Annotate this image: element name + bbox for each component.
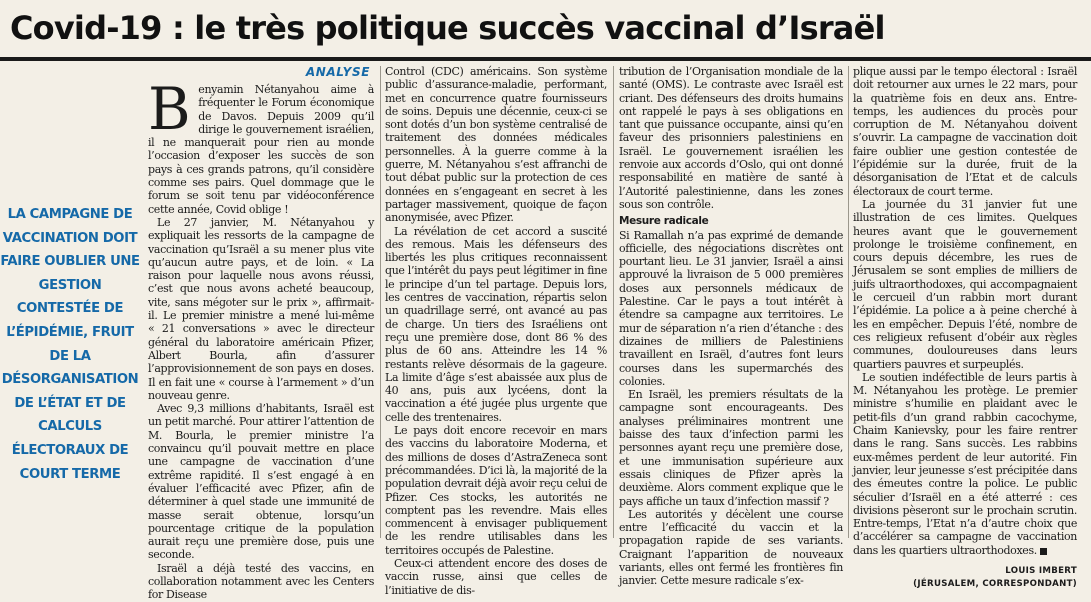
paragraph: Control (CDC) américains. Son système public d’assurance-maladie, performant, met en concurrence quatre fournisseurs de soins. Depuis une décennie, ceux-ci se sont dotés d’un bon système centralisé de traitement des données médicales personnelles. À la guerre comme à la guerre, M. Nétanyahou s’est affranchi de tout débat public sur la protection de ces données en s’engageant en secret à les partager massivement, quoique de façon anonymisée, avec Pfizer. xyxy=(385,65,607,225)
column-divider xyxy=(613,66,614,538)
author-location: (JÉRUSALEM, CORRESPONDANT) xyxy=(913,579,1077,590)
headline: Covid-19 : le très politique succès vaccinal d’Israël xyxy=(10,9,885,47)
rubric-label: ANALYSE xyxy=(305,65,370,79)
paragraph: Le 27 janvier, M. Nétanyahou y expliquait les ressorts de la campagne de vaccination qu’Israël a su mener plus vite qu’aucun autre pays, et de loin. « La raison pour laquelle nous avons réussi, c’est que nous avons acheté beaucoup, vite, sans mégoter sur le prix », affirmait-il. Le premier ministre a mené lui-même « 21 conversations » avec le directeur général du laboratoire américain Pfizer, Albert Bourla, afin d’assurer l’approvisionnement de son pays en doses. Il en fait une « course à l’armement » d’un nouveau genre. xyxy=(148,215,374,402)
paragraph: Avec 9,3 millions d’habitants, Israël est un petit marché. Pour attirer l’attention de M. Bourla, le premier ministre l’a convaincu qu’il pouvait mettre en place une campagne de vaccination d’une extrême rapidité. Il s’est engagé à en évaluer l’efficacité avec Pfizer, afin de déterminer à quel stade une immunité de masse serait obtenue, lorsqu’un pourcentage critique de la population aurait reçu une première dose, puis une seconde. xyxy=(148,402,374,562)
paragraph: Ceux-ci attendent encore des doses de vaccin russe, ainsi que celles de l’initiative de dis- xyxy=(385,556,607,597)
paragraph xyxy=(853,371,1077,557)
paragraph: Israël a déjà testé des vaccins, en collaboration notamment avec les Centers for Disease xyxy=(148,561,374,602)
column-divider xyxy=(380,66,381,538)
paragraph: tribution de l’Organisation mondiale de la santé (OMS). Le contraste avec Israël est criant. Des défenseurs des droits humains ont rappelé le pays à ses obligations en tant que puissance occupante, ainsi qu’en faveur des prisonniers palestiniens en Israël. Le gouvernement israélien les renvoie aux accords d’Oslo, qui ont donné responsabilité en matière de santé à l’Autorité palestinienne, dans les zones sous son contrôle. xyxy=(619,65,843,211)
paragraph: En Israël, les premiers résultats de la campagne sont encourageants. Des analyses préliminaires montrent une baisse des taux d’infection parmi les personnes ayant reçu une première dose, et une immunisation supérieure aux essais cliniques de Pfizer après la deuxième. Alors comment explique que le pays affiche un taux d’infection massif ? xyxy=(619,388,843,508)
column-divider xyxy=(848,66,849,538)
paragraph: La révélation de cet accord a suscité des remous. Mais les défenseurs des libertés les plus critiques reconnaissent que l’intérêt du pays peut légitimer in fine le principe d’un tel partage. Depuis lors, les centres de vaccination, répartis selon un quadrillage serré, ont avancé au pas de charge. Un tiers des Israéliens ont reçu une première dose, dont 86 % des plus de 60 ans. Atteindre les 14 % restants relève désormais de la gageure. La limite d’âge s’est abaissée aux plus de 40 ans, puis aux lycéens, dont la vaccination a été jugée plus urgente que celle des trentenaires. xyxy=(385,224,607,424)
headline-rule xyxy=(0,57,1091,61)
lead-paragraph xyxy=(148,75,374,216)
paragraph-text: Le soutien indéfectible de leurs partis à M. Nétanyahou les protège. Le premier ministre s’humilie en plaidant avec le petit-fils d’un grand rabbin cacochyme, Chaim Kanievsky, pour les faire rentrer dans le rang. Sans succès. Les rabbins eux-mêmes perdent de leur autorité. Fin janvier, leur jeunesse s’est précipitée dans des émeutes contre la police. Le public séculier d’Israël en a été atterré : ces divisions pèseront sur le prochain scrutin. Entre-temps, l’Etat n’a d’autre choix que d’accélérer sa campagne de vaccination dans les quartiers ultraorthodoxes. xyxy=(853,370,1077,557)
paragraph: Si Ramallah n’a pas exprimé de demande officielle, des négociations discrètes ont pourtant lieu. Le 31 janvier, Israël a ainsi approuvé la livraison de 5 000 premières doses aux personnels médicaux de Palestine. Car le pays a tout intérêt à étendre sa campagne aux territoires. Le mur de séparation n’a rien d’étanche : des dizaines de milliers de Palestiniens travaillent en Israël, d’autres font leurs courses dans les supermarchés des colonies. xyxy=(619,228,843,388)
paragraph: La journée du 31 janvier fut une illustration de ces limites. Quelques heures avant que le gouvernement prolonge le troisième confinement, en cours depuis décembre, les rues de Jérusalem se sont emplies de milliers de juifs ultraorthodoxes, qui accompagnaient le cercueil d’un rabbin mort durant l’épidémie. La police a à peine cherché à les en empêcher. Depuis l’été, nombre de ces religieux refusent d’obéir aux règles communes, douloureuses dans leurs quartiers pauvres et surpeuplés. xyxy=(853,197,1077,371)
paragraph: Les autorités y décèlent une course entre l’efficacité du vaccin et la propagation rapide de ses variants. Craignant l’apparition de nouveaux variants, elles ont fermé les frontières fin janvier. Cette mesure radicale s’ex- xyxy=(619,507,843,588)
article-column-2 xyxy=(385,65,608,597)
end-of-article-square-icon xyxy=(1040,548,1047,555)
article-column-3 xyxy=(619,65,843,588)
paragraph-text: enyamin Nétanyahou aime à fréquenter le Forum économique de Davos. Depuis 2009 qu’il dirige le gouvernement israélien, il ne manquerait pour rien au monde l’occasion d’exposer les succès de son pays à ces grands patrons, qu’il considère comme ses pairs. Quel dommage que le forum se soit tenu par vidéoconférence cette année, Covid oblige ! xyxy=(148,83,374,216)
paragraph: plique aussi par le tempo électoral : Israël doit retourner aux urnes le 22 mars, pour la quatrième fois en deux ans. Entre-temps, les audiences du procès pour corruption de M. Nétanyahou doivent s’ouvrir. La campagne de vaccination doit faire oublier une gestion contestée de l’épidémie sur la durée, fruit de la désorganisation de l’Etat et de calculs électoraux de court terme. xyxy=(853,65,1077,198)
pull-quote: LA CAMPAGNE DE VACCINATION DOIT FAIRE OUBLIER UNE GESTION CONTESTÉE DE L’ÉPIDÉMIE, FRUIT DE LA DÉSORGANISATION DE L’ÉTAT ET DE CALCULS ÉLECTORAUX DE COURT TERME xyxy=(0,207,140,482)
drop-cap: B xyxy=(148,75,191,143)
article-column-1 xyxy=(148,65,374,602)
subheading: Mesure radicale xyxy=(619,215,709,228)
paragraph: Le pays doit encore recevoir en mars des vaccins du laboratoire Moderna, et des millions de doses d’AstraZeneca sont précommandées. D’ici là, la majorité de la population devrait déjà avoir reçu celui de Pfizer. Ces stocks, les autorités ne comptent pas les revendre. Mais elles commencent à envisager publiquement de les rendre utilisables dans les territoires occupés de Palestine. xyxy=(385,424,608,557)
article-column-4 xyxy=(853,65,1077,590)
author-name: LOUIS IMBERT xyxy=(1005,565,1077,576)
